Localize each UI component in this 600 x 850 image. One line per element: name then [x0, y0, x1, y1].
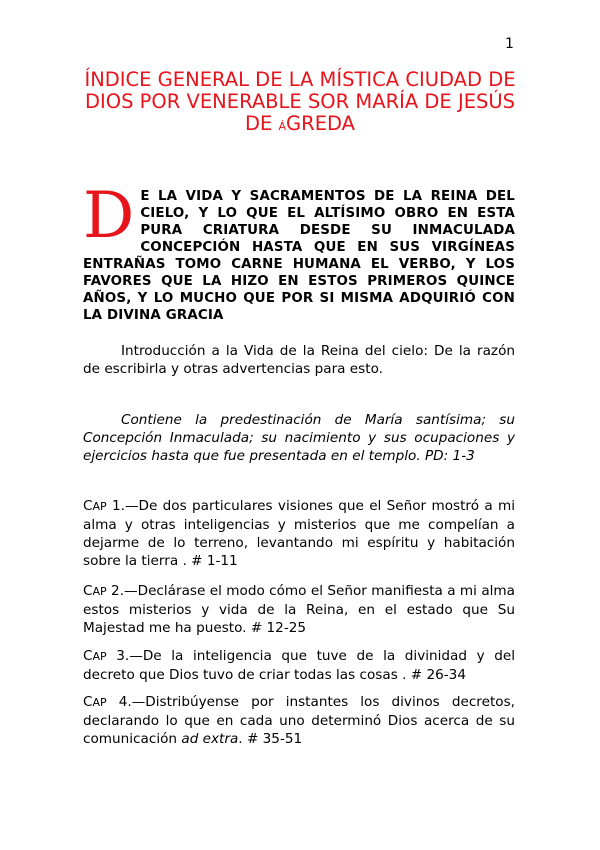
- title-main: ÍNDICE GENERAL DE LA MÍSTICA CIUDAD DE DIOS POR VENERABLE SOR MARÍA DE JESÚS DE: [84, 68, 516, 135]
- chapter-2: [83, 582, 515, 637]
- chapter-3: [83, 647, 515, 684]
- chapter-text: 2.—Declárase el modo cómo el Señor manifiesta a mi alma estos misterios y vida de la Reina, en el estado que Su Majestad me ha puesto. # 12-25: [83, 583, 515, 636]
- document-title: [80, 69, 520, 138]
- chapter-4: [83, 693, 515, 748]
- cap-rest: AP: [92, 585, 107, 598]
- chapter-text-italic: ad extra: [181, 731, 239, 747]
- intro-block: [83, 179, 515, 324]
- chapter-text-end: . # 35-51: [238, 731, 303, 747]
- cap-rest: AP: [92, 696, 107, 709]
- summary-paragraph: Contiene la predestinación de María santísima; su Concepción Inmaculada; su nacimiento y sus ocupaciones y ejercicios hasta que fue presentada en el templo. PD: 1-3: [83, 412, 515, 464]
- introduction-paragraph: Introducción a la Vida de la Reina del cielo: De la razón de escribirla y otras advertencias para esto.: [83, 343, 515, 377]
- title-rest: GREDA: [286, 112, 356, 135]
- cap-c: C: [83, 498, 93, 514]
- chapter-text: 3.—De la inteligencia que tuve de la divinidad y del decreto que Dios tuvo de criar todas las cosas . # 26-34: [83, 648, 515, 683]
- chapter-1: [83, 497, 515, 570]
- cap-c: C: [83, 583, 93, 599]
- cap-rest: AP: [92, 650, 107, 663]
- drop-cap: D: [83, 179, 135, 253]
- cap-c: C: [83, 694, 93, 710]
- title-small-a: Á: [278, 120, 287, 133]
- cap-rest: AP: [92, 500, 107, 513]
- page-number: 1: [505, 36, 514, 52]
- chapter-text: 1.—De dos particulares visiones que el Señor mostró a mi alma y otras inteligencias y misterios que me compelían a dejarme de lo terreno, levantando mi espíritu y habitación sobre la tierra . # 1-11: [83, 498, 515, 569]
- intro-heading: E LA VIDA Y SACRAMENTOS DE LA REINA DEL CIELO, Y LO QUE EL ALTÍSIMO OBRO EN ESTA PURA CRIATURA DESDE SU INMACULADA CONCEPCIÓN HASTA QUE EN SUS VIRGÍNEAS ENTRAÑAS TOMO CARNE HUMANA EL VERBO, Y LOS FAVORES QUE LA HIZO EN ESTOS PRIMEROS QUINCE AÑOS, Y LO MUCHO QUE POR SI MISMA ADQUIRIÓ CON LA DIVINA GRACIA: [83, 189, 515, 323]
- chapter-text: 4.—Distribúyense por instantes los divinos decretos, declarando lo que en cada uno determinó Dios acerca de su comunicación: [83, 694, 515, 747]
- cap-c: C: [83, 648, 93, 664]
